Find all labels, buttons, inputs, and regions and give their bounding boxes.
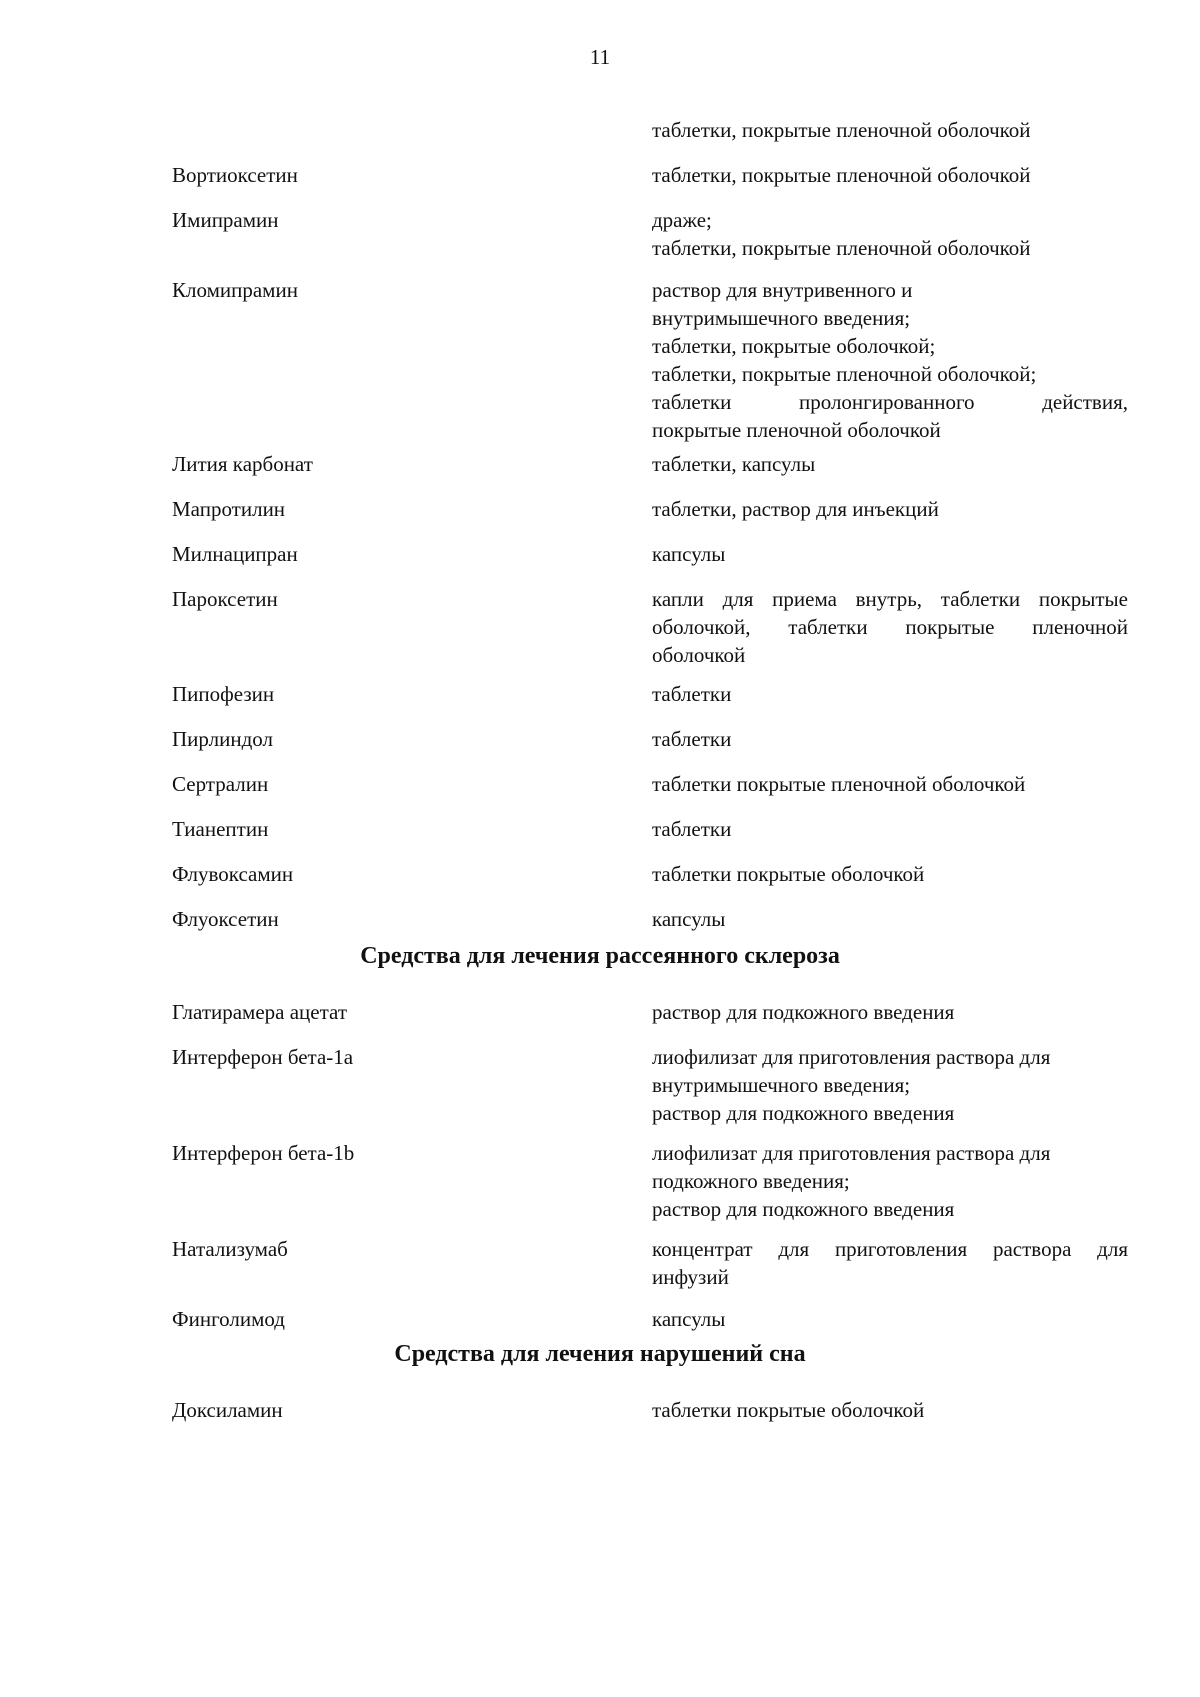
drug-name: Сертралин [172, 772, 269, 796]
dosage-form [652, 1305, 1128, 1333]
dosage-form-line: таблетки [652, 727, 732, 751]
dosage-form [652, 1139, 1128, 1223]
drug-name: Флуоксетин [172, 907, 279, 931]
drug-name: Пипофезин [172, 682, 275, 706]
dosage-form [652, 905, 1128, 933]
dosage-form-line: лиофилизат для приготовления раствора для [652, 1141, 1051, 1165]
drug-name: Кломипрамин [172, 278, 298, 302]
dosage-form-line: оболочкой, таблетки покрытые пленочной [652, 615, 1128, 639]
dosage-form-line: таблетки, покрытые пленочной оболочкой [652, 163, 1031, 187]
dosage-form-line: раствор для подкожного введения [652, 1101, 955, 1125]
dosage-form [652, 680, 1128, 708]
dosage-form-line: инфузий [652, 1265, 729, 1289]
dosage-form-line: лиофилизат для приготовления раствора для [652, 1045, 1051, 1069]
drug-name: Интерферон бета-1a [172, 1045, 354, 1069]
section-heading: Средства для лечения нарушений сна [394, 1341, 806, 1367]
dosage-form [652, 725, 1128, 753]
dosage-form [652, 998, 1128, 1026]
dosage-form [652, 585, 1128, 669]
dosage-form [652, 206, 1128, 262]
drug-name: Финголимод [172, 1307, 285, 1331]
drug-name: Флувоксамин [172, 862, 294, 886]
dosage-form [652, 495, 1128, 523]
dosage-form-line: капли для приема внутрь, таблетки покрытые [652, 587, 1128, 611]
dosage-form [652, 540, 1128, 568]
dosage-form-line: таблетки [652, 817, 732, 841]
dosage-form-line: раствор для внутривенного и [652, 278, 913, 302]
drug-name: Имипрамин [172, 208, 279, 232]
drug-name: Лития карбонат [172, 452, 313, 476]
dosage-form [652, 116, 1128, 144]
dosage-form-line: капсулы [652, 542, 726, 566]
dosage-form-line: раствор для подкожного введения [652, 1197, 955, 1221]
drug-name: Вортиоксетин [172, 163, 298, 187]
drug-name: Тианептин [172, 817, 269, 841]
drug-name: Пирлиндол [172, 727, 273, 751]
dosage-form-line: таблетки, покрытые оболочкой; [652, 334, 936, 358]
drug-name: Натализумаб [172, 1237, 288, 1261]
dosage-form-line: таблетки [652, 682, 732, 706]
drug-name: Интерферон бета-1b [172, 1141, 355, 1165]
drug-name: Глатирамера ацетат [172, 1000, 348, 1024]
dosage-form [652, 1396, 1128, 1424]
section-heading: Средства для лечения рассеянного склероза [360, 943, 840, 969]
page-number: 11 [589, 45, 611, 69]
drug-name: Пароксетин [172, 587, 278, 611]
dosage-form-line: таблетки покрытые оболочкой [652, 1398, 925, 1422]
dosage-form-line: подкожного введения; [652, 1169, 850, 1193]
dosage-form [652, 860, 1128, 888]
dosage-form-line: таблетки, капсулы [652, 452, 816, 476]
dosage-form [652, 276, 1128, 444]
dosage-form-line: таблетки, покрытые пленочной оболочкой [652, 236, 1031, 260]
dosage-form-line: таблетки покрытые оболочкой [652, 862, 925, 886]
dosage-form [652, 161, 1128, 189]
dosage-form [652, 815, 1128, 843]
dosage-form-line: капсулы [652, 1307, 726, 1331]
dosage-form-line: таблетки покрытые пленочной оболочкой [652, 772, 1026, 796]
dosage-form-line: покрытые пленочной оболочкой [652, 418, 941, 442]
dosage-form-line: капсулы [652, 907, 726, 931]
dosage-form [652, 1043, 1128, 1127]
dosage-form-line: таблетки, покрытые пленочной оболочкой [652, 118, 1031, 142]
drug-name: Мапротилин [172, 497, 286, 521]
dosage-form-line: оболочкой [652, 643, 746, 667]
drug-name: Доксиламин [172, 1398, 283, 1422]
dosage-form-line: таблетки, раствор для инъекций [652, 497, 939, 521]
dosage-form [652, 770, 1128, 798]
dosage-form [652, 1235, 1128, 1291]
drug-name: Милнаципран [172, 542, 298, 566]
dosage-form-line: концентрат для приготовления раствора для [652, 1237, 1128, 1261]
dosage-form-line: драже; [652, 208, 712, 232]
dosage-form-line: внутримышечного введения; [652, 1073, 911, 1097]
dosage-form-line: раствор для подкожного введения [652, 1000, 955, 1024]
dosage-form-line: внутримышечного введения; [652, 306, 911, 330]
dosage-form-line: таблетки, покрытые пленочной оболочкой; [652, 362, 1037, 386]
dosage-form-line: таблетки пролонгированного действия, [652, 390, 1128, 414]
dosage-form [652, 450, 1128, 478]
